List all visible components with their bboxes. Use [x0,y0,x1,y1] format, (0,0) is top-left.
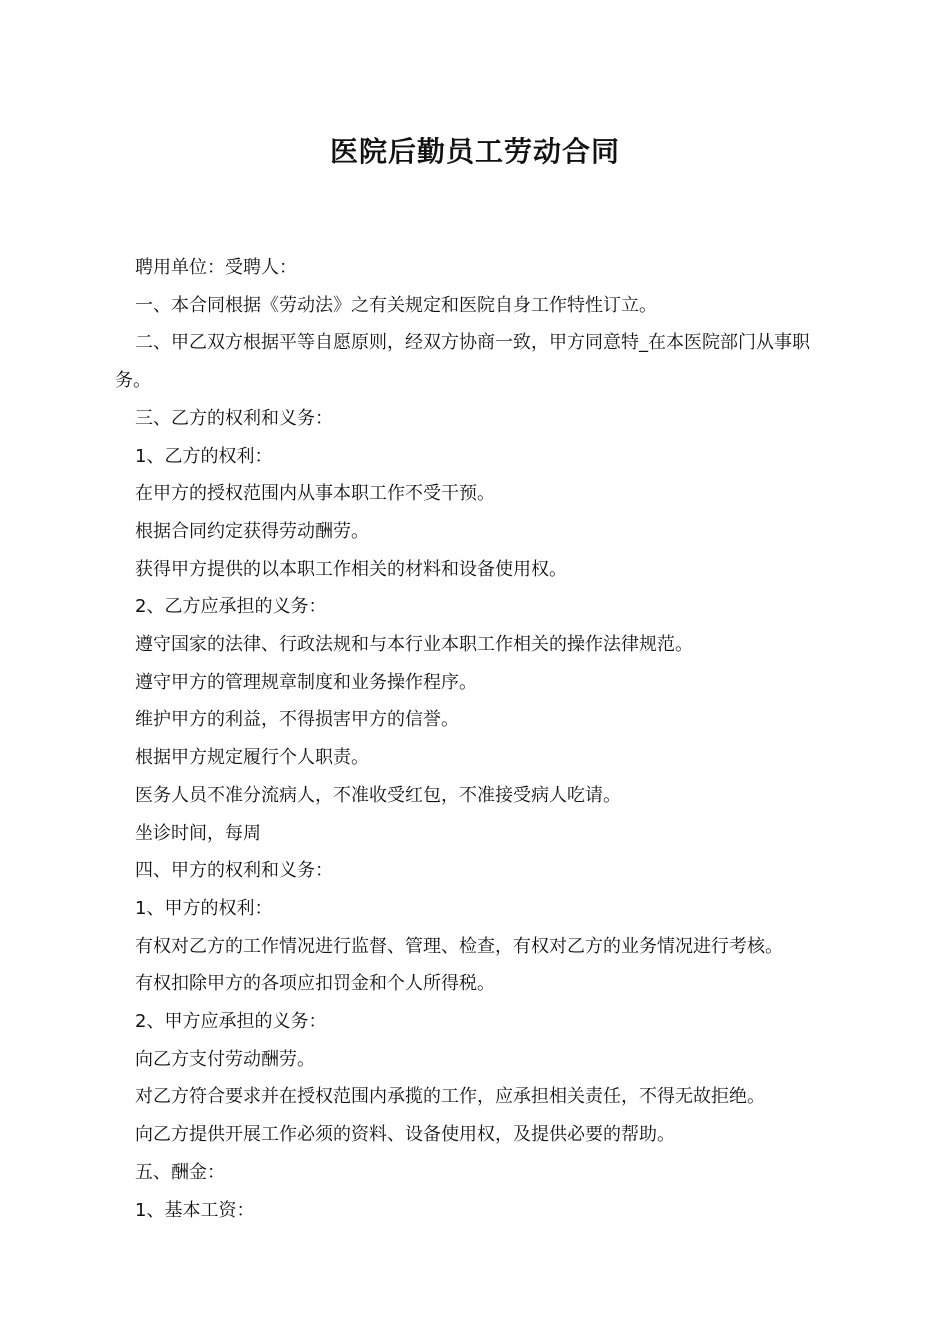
paragraph: 向乙方提供开展工作必须的资料、设备使用权，及提供必要的帮助。 [135,1124,675,1146]
document-body [115,249,845,1229]
paragraph: 四、甲方的权利和义务： [135,860,333,882]
paragraph: 二、甲乙双方根据平等自愿原则，经双方协商一致，甲方同意特_在本医院部门从事职务。 [115,332,810,392]
paragraph: 有权扣除甲方的各项应扣罚金和个人所得税。 [135,973,495,995]
paragraph: 对乙方符合要求并在授权范围内承揽的工作，应承担相关责任，不得无故拒绝。 [135,1086,765,1108]
paragraph: 向乙方支付劳动酬劳。 [135,1048,315,1070]
paragraph: 五、酬金： [135,1161,225,1183]
paragraph: 获得甲方提供的以本职工作相关的材料和设备使用权。 [135,558,567,580]
paragraph: 遵守国家的法律、行政法规和与本行业本职工作相关的操作法律规范。 [135,634,693,656]
paragraph: 1、乙方的权利： [135,445,273,467]
paragraph: 2、乙方应承担的义务： [135,596,327,618]
paragraph: 坐诊时间，每周 [135,822,261,844]
paragraph: 2、甲方应承担的义务： [135,1011,327,1033]
paragraph: 根据合同约定获得劳动酬劳。 [135,520,369,542]
paragraph: 遵守甲方的管理规章制度和业务操作程序。 [135,671,477,693]
paragraph: 1、甲方的权利： [135,897,273,919]
paragraph: 聘用单位：受聘人： [135,257,297,278]
paragraph: 三、乙方的权利和义务： [135,407,333,429]
paragraph: 有权对乙方的工作情况进行监督、管理、检查，有权对乙方的业务情况进行考核。 [135,935,783,957]
paragraph: 维护甲方的利益，不得损害甲方的信誉。 [135,709,459,731]
paragraph: 医务人员不准分流病人，不准收受红包，不准接受病人吃请。 [135,784,621,806]
paragraph: 一、本合同根据《劳动法》之有关规定和医院自身工作特性订立。 [135,294,657,316]
paragraph: 在甲方的授权范围内从事本职工作不受干预。 [135,483,495,505]
paragraph: 根据甲方规定履行个人职责。 [135,747,369,769]
paragraph: 1、基本工资： [135,1199,255,1221]
document-title: 医院后勤员工劳动合同 [329,135,620,168]
